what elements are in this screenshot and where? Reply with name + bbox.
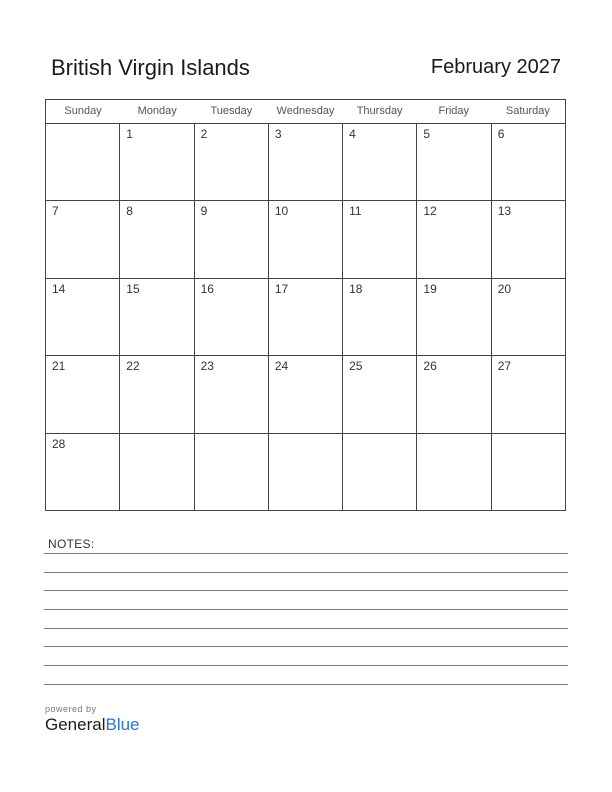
day-number: 26 <box>423 359 437 374</box>
brand-logo <box>45 715 140 735</box>
day-cell <box>120 201 194 277</box>
day-cell <box>120 434 194 510</box>
day-cell <box>195 434 269 510</box>
day-cell <box>46 124 120 200</box>
day-cell <box>492 356 565 432</box>
day-cell <box>269 124 343 200</box>
day-cell <box>417 356 491 432</box>
day-cell <box>269 434 343 510</box>
week-row <box>46 356 565 433</box>
day-number: 28 <box>52 436 66 451</box>
note-line <box>44 628 568 629</box>
day-number: 9 <box>200 204 208 219</box>
day-cell <box>492 279 565 355</box>
week-row <box>46 201 565 278</box>
dow-wednesday: Wednesday <box>276 105 335 117</box>
day-cell <box>417 279 491 355</box>
day-number: 14 <box>52 281 66 296</box>
note-line <box>44 646 568 647</box>
day-cell <box>46 356 120 432</box>
day-cell <box>120 356 194 432</box>
day-cell <box>195 201 269 277</box>
day-number: 20 <box>497 281 512 296</box>
day-cell <box>492 434 565 510</box>
day-cell <box>46 279 120 355</box>
day-cell <box>120 279 194 355</box>
day-cell <box>195 279 269 355</box>
day-number: 25 <box>349 359 363 374</box>
brand-general: General <box>45 715 106 734</box>
day-number: 19 <box>423 281 437 296</box>
day-number: 13 <box>497 204 512 219</box>
notes-label: NOTES: <box>48 537 95 551</box>
day-number: 24 <box>274 359 289 374</box>
dow-sunday: Sunday <box>64 105 102 117</box>
calendar-grid <box>45 99 566 511</box>
country-title: British Virgin Islands <box>51 55 250 80</box>
day-cell <box>269 201 343 277</box>
note-line <box>44 553 568 554</box>
dow-saturday: Saturday <box>505 105 550 117</box>
day-cell <box>46 434 120 510</box>
day-number: 16 <box>200 281 214 296</box>
day-cell <box>343 279 417 355</box>
day-number: 8 <box>126 204 133 219</box>
week-row <box>46 434 565 510</box>
day-number: 27 <box>497 359 512 374</box>
day-cell <box>417 434 491 510</box>
day-cell <box>492 124 565 200</box>
day-cell <box>120 124 194 200</box>
day-cell <box>195 124 269 200</box>
day-of-week-header <box>46 100 565 124</box>
note-line <box>44 572 568 573</box>
week-row <box>46 124 565 201</box>
day-number: 7 <box>52 204 59 219</box>
day-number: 6 <box>497 127 505 141</box>
day-cell <box>46 201 120 277</box>
day-cell <box>343 201 417 277</box>
brand-blue: Blue <box>105 715 140 734</box>
day-number: 4 <box>349 127 356 141</box>
day-number: 5 <box>423 127 431 141</box>
day-number: 3 <box>274 127 282 141</box>
day-number: 10 <box>274 204 289 219</box>
day-cell <box>269 356 343 432</box>
day-cell <box>343 356 417 432</box>
footer-logo <box>45 704 140 735</box>
dow-thursday: Thursday <box>356 105 403 117</box>
day-number: 15 <box>126 281 140 296</box>
dow-friday: Friday <box>438 105 470 117</box>
day-cell <box>492 201 565 277</box>
note-line <box>44 684 568 685</box>
note-line <box>44 665 568 666</box>
powered-by-text: powered by <box>45 704 97 714</box>
weeks-container <box>46 124 565 510</box>
day-number: 17 <box>274 281 289 296</box>
note-line <box>44 590 568 591</box>
day-cell <box>343 124 417 200</box>
day-number: 18 <box>349 281 363 296</box>
dow-monday: Monday <box>137 105 177 117</box>
day-number: 2 <box>200 127 208 141</box>
week-row <box>46 279 565 356</box>
day-number: 23 <box>200 359 214 374</box>
day-cell <box>343 434 417 510</box>
month-title: February 2027 <box>430 56 561 78</box>
day-number: 22 <box>126 359 140 374</box>
day-cell <box>269 279 343 355</box>
day-number: 21 <box>52 359 66 374</box>
note-line <box>44 609 568 610</box>
day-cell <box>417 201 491 277</box>
day-number: 12 <box>423 204 437 219</box>
dow-tuesday: Tuesday <box>210 105 253 117</box>
day-cell <box>195 356 269 432</box>
day-cell <box>417 124 491 200</box>
day-number: 11 <box>349 204 362 219</box>
day-number: 1 <box>126 127 133 141</box>
